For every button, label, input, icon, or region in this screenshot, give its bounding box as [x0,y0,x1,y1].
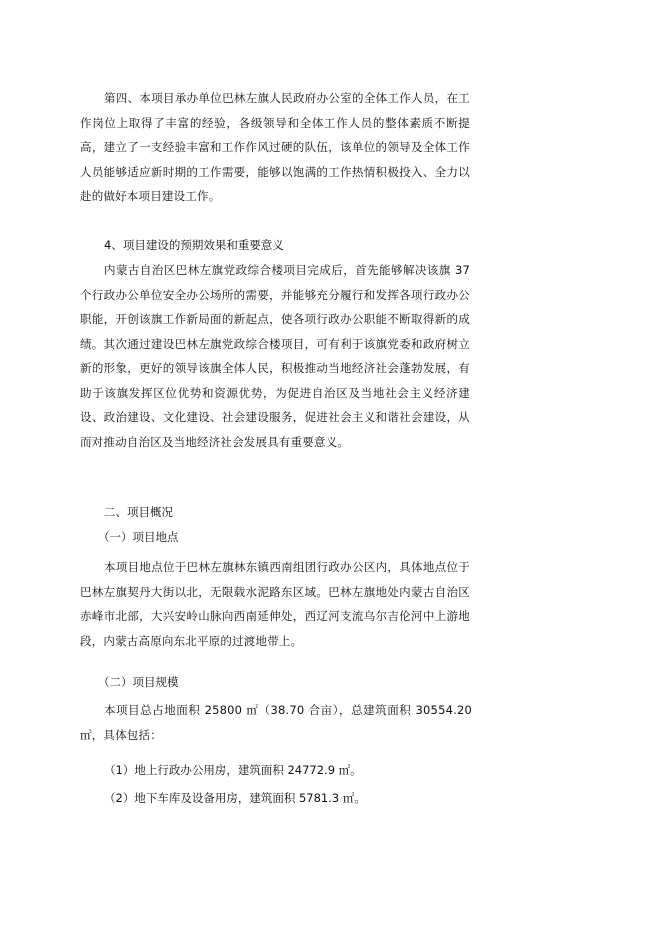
heading-project-overview: 二、项目概况 [104,505,173,519]
heading-expected-effects: 4、项目建设的预期效果和重要意义 [104,238,284,252]
paragraph-staff-experience: 第四、本项目承办单位巴林左旗人民政府办公室的全体工作人员，在工作岗位上取得了丰富的经验，各级领导和全体工作人员的整体素质不断提高，建立了一支经验丰富和工作作风过硬的队伍，该单位的领导及全体工作人员能够适应新时期的工作需要，能够以饱满的工作热情积极投入、全力以赴的做好本项目建设工作。 [80,91,470,203]
list-item-underground-garage: （2）地下车库及设备用房，建筑面积 5781.3 ㎡。 [104,791,366,805]
paragraph-project-location: 本项目地点位于巴林左旗林东镇西南组团行政办公区内，具体地点位于巴林左旗契丹大街以北，无限载水泥路东区域。巴林左旗地处内蒙古自治区赤峰市北部，大兴安岭山脉向西南延伸处，西辽河支流乌尔吉伦河中上游地段，内蒙古高原向东北平原的过渡地带上。 [80,560,470,648]
paragraph-expected-effects: 内蒙古自治区巴林左旗党政综合楼项目完成后，首先能够解决该旗 37 个行政办公单位安全办公场所的需要，并能够充分履行和发挥各项行政办公职能，开创该旗工作新局面的新起点，使各项行政办公职能不断取得新的成绩。其次通过建设巴林左旗党政综合楼项目，可有利于该旗党委和政府树立新的形象，更好的领导该旗全体人民，积极推动当地经济社会蓬勃发展，有助于该旗发挥区位优势和资源优势，为促进自治区及当地社会主义经济建设、政治建设、文化建设、社会建设服务，促进社会主义和谐社会建设，从而对推动自治区及当地经济社会发展具有重要意义。 [80,263,470,449]
subheading-project-scale: （二）项目规模 [98,675,179,689]
list-item-above-ground-office: （1）地上行政办公用房，建筑面积 24772.9 ㎡。 [104,763,362,777]
subheading-project-location: （一）项目地点 [98,530,179,544]
paragraph-project-scale: 本项目总占地面积 25800 ㎡（38.70 合亩），总建筑面积 30554.20 ㎡，具体包括： [80,703,472,742]
